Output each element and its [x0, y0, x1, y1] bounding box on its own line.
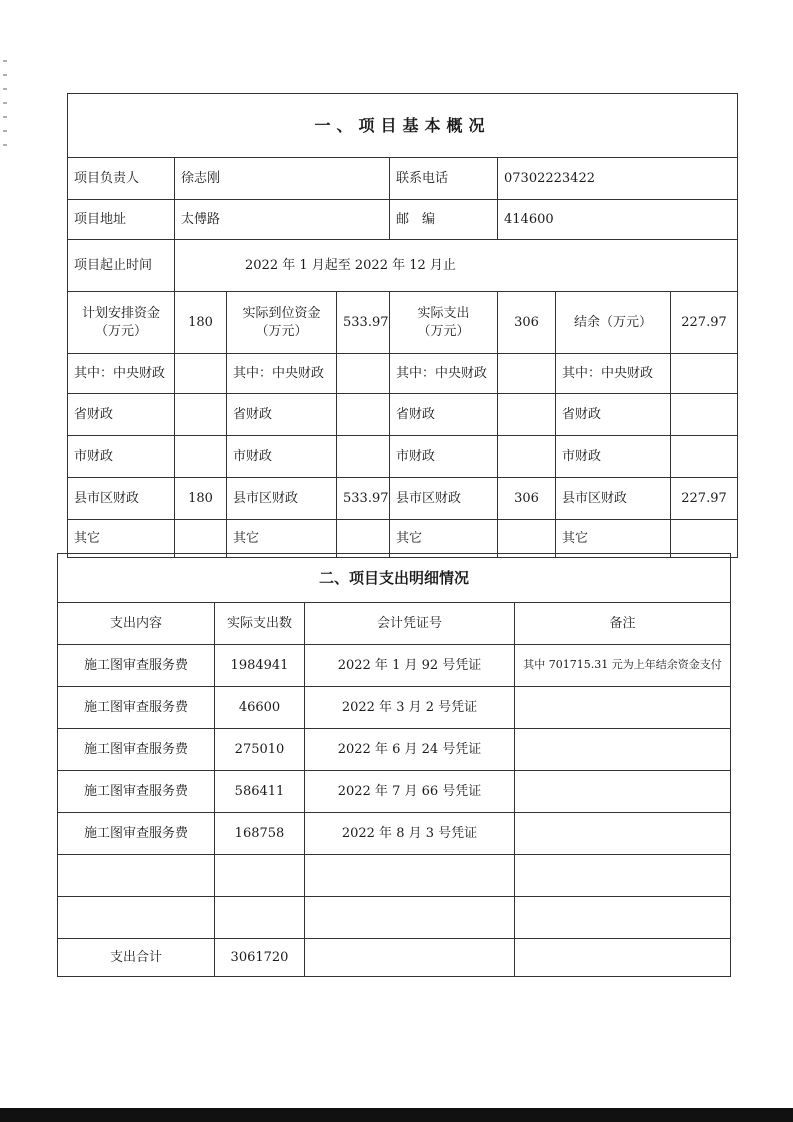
row-amount: 586411	[215, 771, 305, 813]
funds-row-value	[671, 394, 738, 436]
funds-row-value	[671, 354, 738, 394]
row-content	[58, 897, 215, 939]
funds-row	[68, 436, 738, 478]
funds-row-label: 市财政	[556, 436, 671, 478]
funds-row-label: 其它	[227, 520, 337, 558]
header-content: 支出内容	[58, 603, 215, 645]
funds-row-value: 180	[175, 478, 227, 520]
table-row	[58, 855, 731, 897]
row-content: 施工图审查服务费	[58, 771, 215, 813]
balance-value: 227.97	[671, 292, 738, 354]
row-voucher: 2022 年 3 月 2 号凭证	[305, 687, 515, 729]
postcode-label: 邮 编	[390, 200, 498, 240]
planned-funds-value: 180	[175, 292, 227, 354]
phone-value: 07302223422	[498, 158, 738, 200]
table-row	[58, 813, 731, 855]
period-label: 项目起止时间	[68, 240, 175, 292]
address-label: 项目地址	[68, 200, 175, 240]
manager-value: 徐志刚	[175, 158, 390, 200]
funds-row-label: 省财政	[227, 394, 337, 436]
row-note: 其中 701715.31 元为上年结余资金支付	[515, 645, 731, 687]
address-value: 太傅路	[175, 200, 390, 240]
funds-row-value	[498, 354, 556, 394]
row-content: 施工图审查服务费	[58, 687, 215, 729]
funds-row-label: 其中：中央财政	[227, 354, 337, 394]
funds-row-value	[337, 354, 390, 394]
funds-row-value: 306	[498, 478, 556, 520]
row-note	[515, 687, 731, 729]
funds-row	[68, 394, 738, 436]
row-voucher: 2022 年 8 月 3 号凭证	[305, 813, 515, 855]
row-voucher	[305, 855, 515, 897]
row-note	[515, 855, 731, 897]
funds-row-value	[337, 436, 390, 478]
funds-row-label: 其中：中央财政	[390, 354, 498, 394]
funds-row-label: 其它	[390, 520, 498, 558]
row-note	[515, 771, 731, 813]
actual-funds-value: 533.97	[337, 292, 390, 354]
row-amount: 275010	[215, 729, 305, 771]
row-content	[58, 855, 215, 897]
row-note	[515, 729, 731, 771]
row-content: 施工图审查服务费	[58, 645, 215, 687]
balance-label: 结余（万元）	[556, 292, 671, 354]
funds-row-value	[498, 520, 556, 558]
section2-title: 二、项目支出明细情况	[58, 554, 731, 603]
total-value: 3061720	[215, 939, 305, 977]
section1-title: 一、项目基本概况	[68, 94, 738, 158]
funds-row-label: 县市区财政	[390, 478, 498, 520]
table-row	[58, 687, 731, 729]
funds-row	[68, 478, 738, 520]
row-amount	[215, 897, 305, 939]
funds-row-value	[671, 520, 738, 558]
phone-label: 联系电话	[390, 158, 498, 200]
project-overview-table	[67, 93, 738, 558]
row-amount: 168758	[215, 813, 305, 855]
row-amount: 46600	[215, 687, 305, 729]
funds-row-label: 县市区财政	[68, 478, 175, 520]
funds-row-label: 省财政	[556, 394, 671, 436]
funds-row	[68, 520, 738, 558]
funds-row-label: 其它	[68, 520, 175, 558]
row-note	[515, 897, 731, 939]
funds-row-value	[175, 436, 227, 478]
actual-funds-label: 实际到位资金 （万元）	[227, 292, 337, 354]
funds-row-label: 市财政	[227, 436, 337, 478]
funds-row-value	[337, 520, 390, 558]
funds-row-label: 县市区财政	[227, 478, 337, 520]
scan-bottom-edge	[0, 1108, 793, 1122]
row-content: 施工图审查服务费	[58, 813, 215, 855]
funds-row-value	[498, 436, 556, 478]
postcode-value: 414600	[498, 200, 738, 240]
table-row	[58, 771, 731, 813]
total-empty-cell	[515, 939, 731, 977]
funds-row-label: 市财政	[68, 436, 175, 478]
funds-row-value	[337, 394, 390, 436]
funds-row-label: 市财政	[390, 436, 498, 478]
planned-funds-label: 计划安排资金 （万元）	[68, 292, 175, 354]
scan-margin-marks	[3, 60, 7, 150]
total-label: 支出合计	[58, 939, 215, 977]
period-value: 2022 年 1 月起至 2022 年 12 月止	[175, 240, 738, 292]
row-content: 施工图审查服务费	[58, 729, 215, 771]
funds-row-value	[175, 520, 227, 558]
funds-row-value	[671, 436, 738, 478]
funds-row-value: 533.97	[337, 478, 390, 520]
row-amount	[215, 855, 305, 897]
spent-funds-value: 306	[498, 292, 556, 354]
funds-row-label: 其它	[556, 520, 671, 558]
row-voucher: 2022 年 6 月 24 号凭证	[305, 729, 515, 771]
funds-row-value	[498, 394, 556, 436]
manager-label: 项目负责人	[68, 158, 175, 200]
row-amount: 1984941	[215, 645, 305, 687]
row-voucher: 2022 年 1 月 92 号凭证	[305, 645, 515, 687]
funds-row-value	[175, 354, 227, 394]
table-row	[58, 645, 731, 687]
total-empty-cell	[305, 939, 515, 977]
table-row	[58, 729, 731, 771]
funds-row-label: 其中：中央财政	[556, 354, 671, 394]
header-note: 备注	[515, 603, 731, 645]
expenditure-detail-table	[57, 553, 731, 977]
header-voucher: 会计凭证号	[305, 603, 515, 645]
spent-funds-label: 实际支出 （万元）	[390, 292, 498, 354]
table-row	[58, 897, 731, 939]
funds-row-label: 县市区财政	[556, 478, 671, 520]
funds-row-value	[175, 394, 227, 436]
row-voucher: 2022 年 7 月 66 号凭证	[305, 771, 515, 813]
funds-row	[68, 354, 738, 394]
funds-row-value: 227.97	[671, 478, 738, 520]
funds-row-label: 省财政	[68, 394, 175, 436]
funds-row-label: 其中：中央财政	[68, 354, 175, 394]
funds-row-label: 省财政	[390, 394, 498, 436]
row-note	[515, 813, 731, 855]
row-voucher	[305, 897, 515, 939]
header-amount: 实际支出数	[215, 603, 305, 645]
